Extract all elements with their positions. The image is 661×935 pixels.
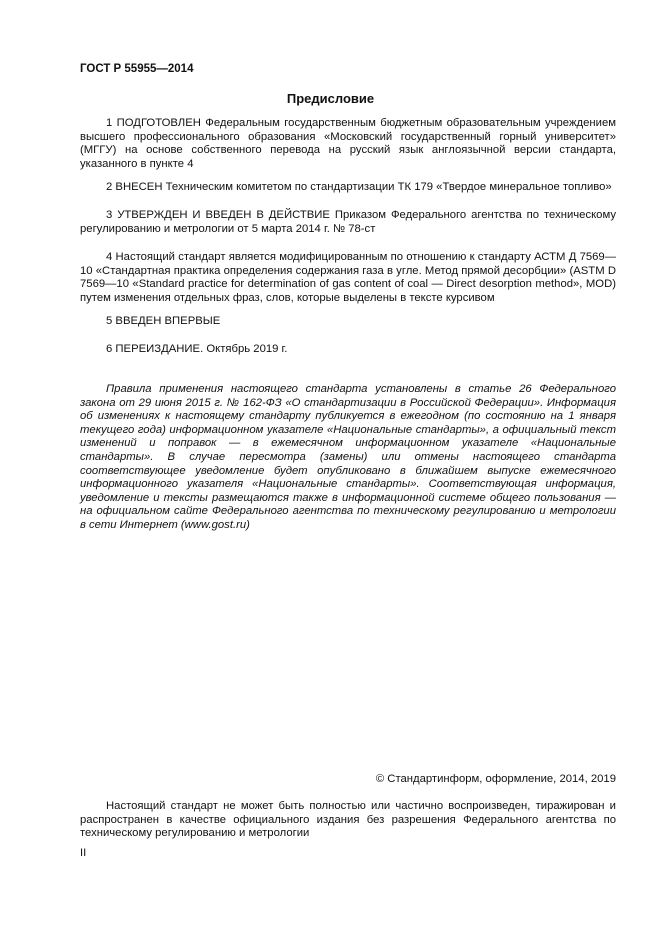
document-code: ГОСТ Р 55955—2014: [80, 63, 194, 75]
rules-note: Правила применения настоящего стандарта установлены в статье 26 Федерального закона от 29 июня 2015 г. № 162-ФЗ «О стандартизации в Российской Федерации». Информация об изменениях к настоящему стандарту публикуется в ежегодном (по состоянию на 1 января текущего года) информационном указателе «Национальные стандарты», а официальный текст изменений и поправок — в ежемесячном информационном указателе «Национальные стандарты». В случае пересмотра (замены) или отмены настоящего стандарта соответствующее уведомление будет опубликовано в ближайшем выпуске ежемесячного информационного указателя «Национальные стандарты». Соответствующая информация, уведомление и тексты размещаются также в информационной системе общего пользования — на официальном сайте Федерального агентства по техническому регулированию и метрологии в сети Интернет (www.gost.ru): [80, 383, 616, 531]
preface-item-3: 3 УТВЕРЖДЕН И ВВЕДЕН В ДЕЙСТВИЕ Приказом Федерального агентства по техническому регулированию и метрологии от 5 марта 2014 г. № 78-ст: [80, 209, 616, 235]
preface-item-4: 4 Настоящий стандарт является модифицированным по отношению к стандарту АСТМ Д 7569—10 «Стандартная практика определения содержания газа в угле. Метод прямой десорбции» (ASTM D 7569—10 «Standard practice for determination of gas content of coal — Direct desorption method», MOD) путем изменения отдельных фраз, слов, которые выделены в тексте курсивом: [80, 251, 616, 304]
preface-item-1: 1 ПОДГОТОВЛЕН Федеральным государственным бюджетным образовательным учреждением высшего профессионального образования «Московский государственный горный университет» (МГГУ) на основе собственного перевода на русский язык англоязычной версии стандарта, указанного в пункте 4: [80, 117, 616, 170]
preface-item-5: 5 ВВЕДЕН ВПЕРВЫЕ: [106, 315, 221, 327]
copyright-line: © Стандартинформ, оформление, 2014, 2019: [375, 773, 616, 785]
preface-item-6: 6 ПЕРЕИЗДАНИЕ. Октябрь 2019 г.: [106, 343, 288, 355]
preface-item-2: 2 ВНЕСЕН Техническим комитетом по стандартизации ТК 179 «Твердое минеральное топливо»: [106, 181, 612, 193]
page-title: Предисловие: [286, 91, 375, 106]
page-number: II: [80, 847, 87, 859]
reproduction-notice: Настоящий стандарт не может быть полностью или частично воспроизведен, тиражирован и распространен в качестве официального издания без разрешения Федерального агентства по техническому регулированию и метрологии: [80, 800, 616, 840]
